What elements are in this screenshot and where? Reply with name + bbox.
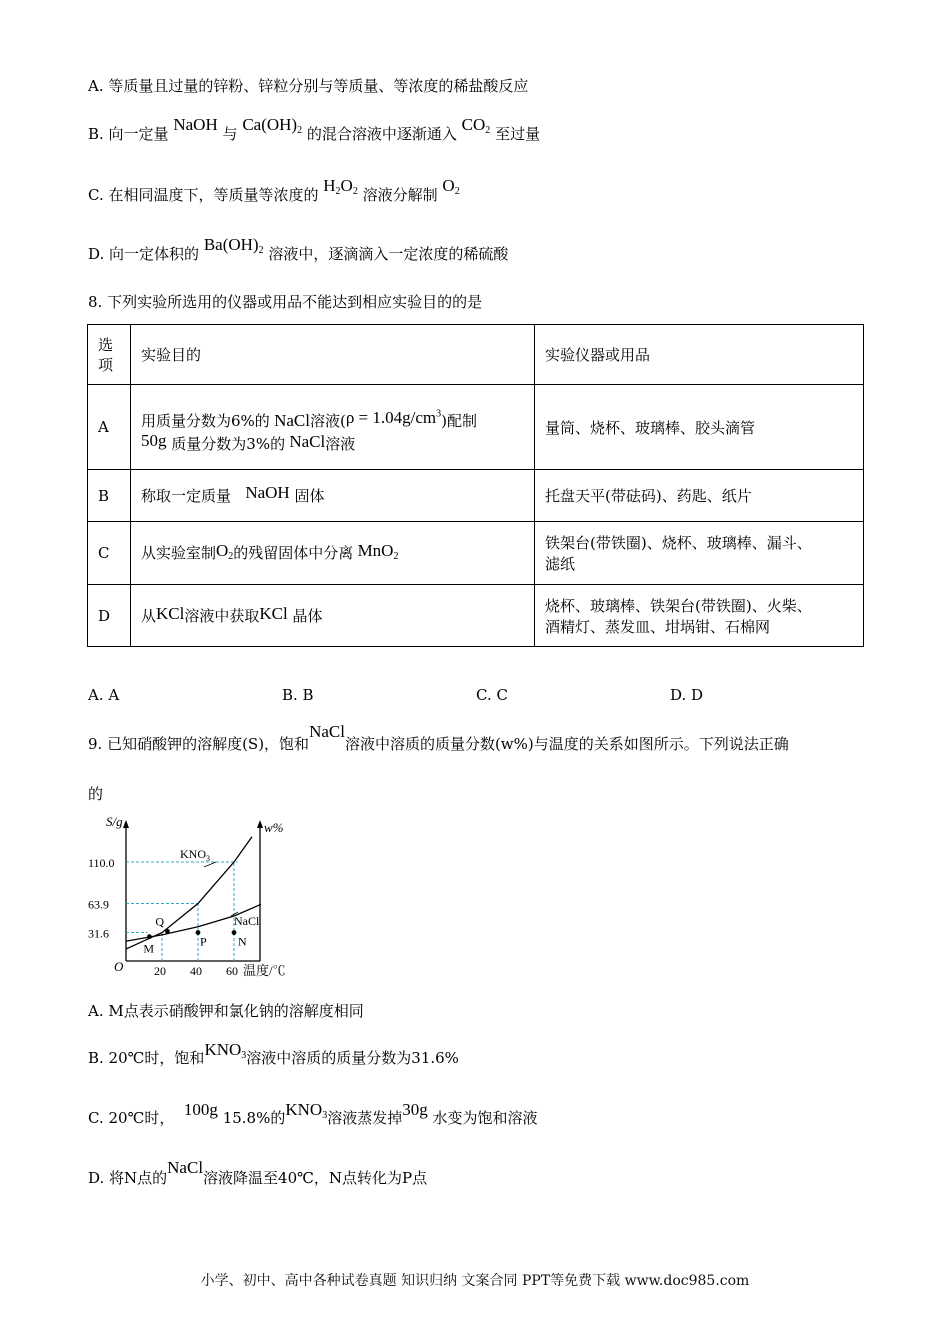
q9-option-a: A. M点表示硝酸钾和氯化钠的溶解度相同 <box>88 1002 364 1020</box>
q9-option-b: B. 20℃时，饱和$KNO_3$溶液中溶质的质量分数为31.6% <box>88 1040 459 1067</box>
row-tools: 烧杯、玻璃棒、铁架台(带铁圈)、火柴、 酒精灯、蒸发皿、坩埚钳、石棉网 <box>535 585 864 647</box>
series-label-kno3: $KNO_3$ <box>180 847 210 863</box>
row-option: A <box>88 385 131 470</box>
y-axis-arrow-right <box>257 820 263 828</box>
q7-option-c <box>88 176 460 211</box>
x-tick-label: 20 <box>154 964 166 978</box>
q7-option-b <box>88 115 541 150</box>
y-tick-label: 63.9 <box>88 897 109 912</box>
formula-h2o2: $H_2O_2$ <box>323 176 358 197</box>
y-axis-arrow-left <box>123 820 129 828</box>
q7-b-text-3: 的混合溶液中逐渐通入 <box>306 125 457 143</box>
row-tools: 量筒、烧杯、玻璃棒、胶头滴管 <box>535 385 864 470</box>
formula-o2: $O_2$ <box>442 176 460 197</box>
series-label-nacl: NaCl <box>234 914 260 928</box>
header-option: 选项 <box>88 325 131 385</box>
point-label-n: N <box>238 934 247 949</box>
table-row <box>88 585 864 647</box>
q7-b-text-4: 至过量 <box>495 125 541 143</box>
q8-stem: 8. 下列实验所选用的仪器或用品不能达到相应实验目的的是 <box>88 293 483 311</box>
q9-option-d: D. 将N点的NaCl溶液降温至40℃，N点转化为P点 <box>88 1158 428 1187</box>
x-axis-label: 温度/℃ <box>243 963 286 978</box>
table-header-row <box>88 325 864 385</box>
row-purpose: 从KCl溶液中获取KCl 晶体 <box>131 585 535 647</box>
header-purpose: 实验目的 <box>131 325 535 385</box>
q7-c-text-2: 溶液分解制 <box>362 186 438 204</box>
q8-table <box>87 324 864 647</box>
formula-baoh2: $Ba(OH)_2$ <box>203 235 264 256</box>
q7-c-text-1: C. 在相同温度下，等质量等浓度的 <box>88 186 319 204</box>
table-row <box>88 522 864 585</box>
row-purpose: 用质量分数为6%的 NaCl溶液$(\rho = 1.04g/cm^3)$配制 50g 质量分数为3%的 NaCl溶液 <box>131 385 535 470</box>
choice-d: D. D <box>670 686 704 704</box>
point-n <box>232 930 237 935</box>
row-purpose: 从实验室制$O_2$的残留固体中分离 MnO$_2$ <box>131 522 535 585</box>
point-m <box>147 934 152 939</box>
y-axis-label-left: S/g <box>106 814 123 829</box>
y-tick-label: 31.6 <box>88 926 109 941</box>
q9-stem: 9. 已知硝酸钾的溶解度(S)，饱和NaCl溶液中溶质的质量分数(w%)与温度的关系如图所示。下列说法正确 <box>88 722 789 753</box>
row-option: D <box>88 585 131 647</box>
q7-option-d <box>88 235 509 270</box>
y-axis-label-right: w% <box>264 820 284 835</box>
point-label-q: Q <box>155 914 165 929</box>
choice-a: A. A <box>88 686 120 704</box>
formula-co2: $CO_2$ <box>461 115 491 136</box>
table-row <box>88 470 864 522</box>
origin-label: O <box>114 959 124 974</box>
row-option: B <box>88 470 131 522</box>
series-label-kno3-sub: 3 <box>206 854 210 863</box>
table-row <box>88 385 864 470</box>
q9-stem-line2: 的 <box>88 785 104 803</box>
x-tick-label: 40 <box>190 964 202 978</box>
formula-caoh2: $Ca(OH)_2$ <box>242 115 303 136</box>
choice-c: C. C <box>476 686 508 704</box>
row-purpose: 称取一定质量 NaOH 固体 <box>131 470 535 522</box>
q9-option-c: C. 20℃时， 100g 15.8%的$KNO_3$溶液蒸发掉30g 水变为饱和溶液 <box>88 1100 538 1127</box>
solubility-chart <box>88 812 308 982</box>
row-tools: 铁架台(带铁圈)、烧杯、玻璃棒、漏斗、 滤纸 <box>535 522 864 585</box>
q7-b-text-2: 与 <box>222 125 238 143</box>
point-label-m: M <box>143 941 155 956</box>
point-label-p: P <box>200 934 207 949</box>
header-tools: 实验仪器或用品 <box>535 325 864 385</box>
row-tools: 托盘天平(带砝码)、药匙、纸片 <box>535 470 864 522</box>
q7-d-text-2: 溶液中，逐滴滴入一定浓度的稀硫酸 <box>268 245 509 263</box>
q7-d-text-1: D. 向一定体积的 <box>88 245 200 263</box>
point-q <box>165 929 170 934</box>
q7-b-text-1: B. 向一定量 <box>88 125 169 143</box>
footer: 小学、初中、高中各种试卷真题 知识归纳 文案合同 PPT等免费下载 www.doc985.com <box>200 1273 750 1289</box>
x-tick-label: 60 <box>226 964 238 978</box>
q7-option-a: A. 等质量且过量的锌粉、锌粒分别与等质量、等浓度的稀盐酸反应 <box>88 77 529 95</box>
choice-b: B. B <box>282 686 314 704</box>
formula-naoh: NaOH <box>173 115 218 134</box>
row-option: C <box>88 522 131 585</box>
y-tick-label: 110.0 <box>88 856 115 870</box>
